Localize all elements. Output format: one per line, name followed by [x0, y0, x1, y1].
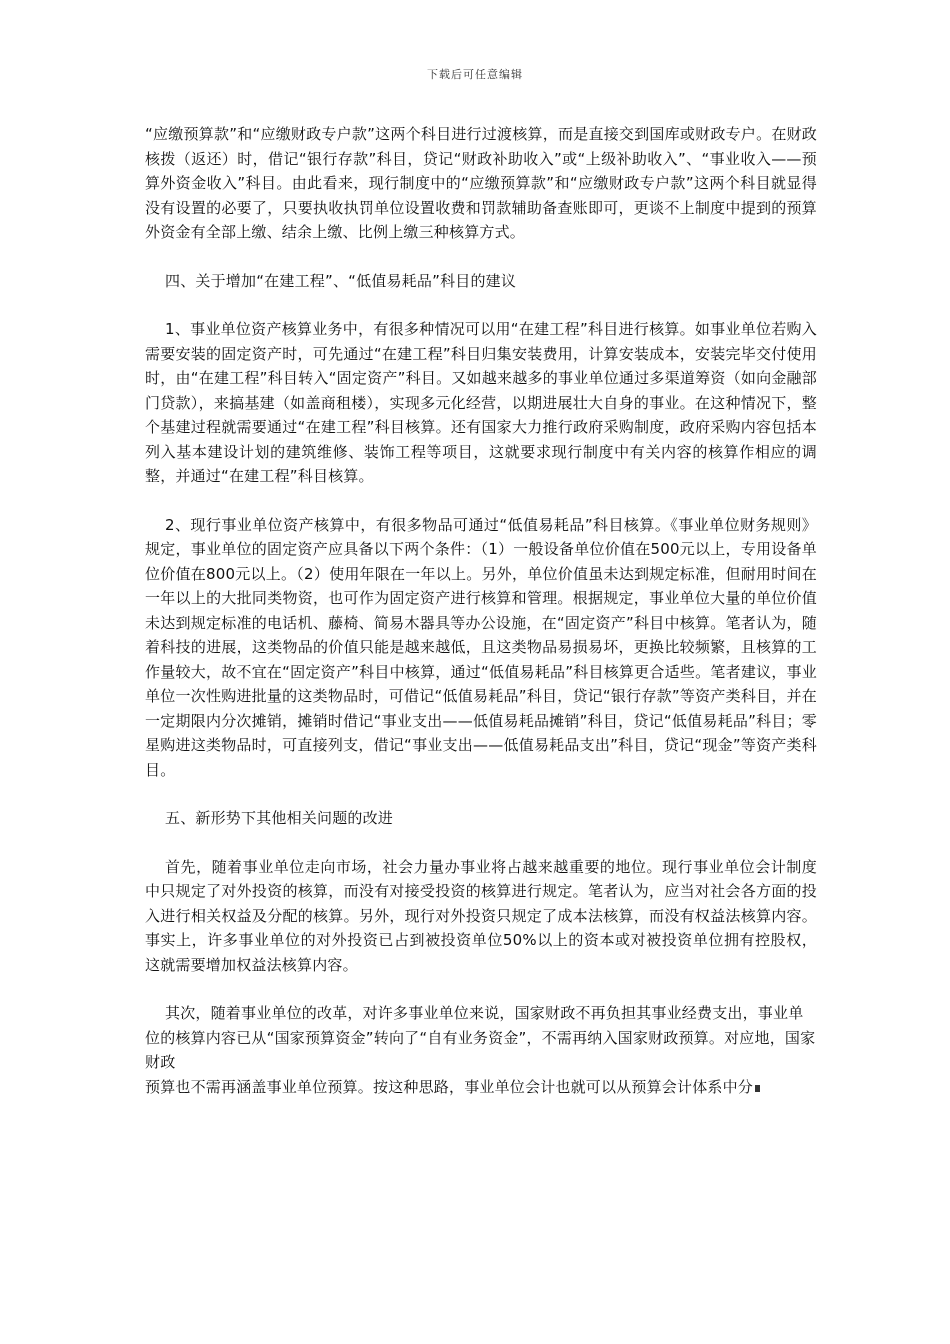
paragraph-low-value-consumables: 2、现行事业单位资产核算中，有很多物品可通过“低值易耗品”科目核算。《事业单位财务规则》规定，事业单位的固定资产应具备以下两个条件：（1）一般设备单位价值在500元以上，专用设备单位价值在800元以上。（2）使用年限在一年以上。另外，单位价值虽未达到规定标准，但耐用时间在一年以上的大批同类物资，也可作为固定资产进行核算和管理。根据规定，事业单位大量的单位价值未达到规定标准的电话机、藤椅、简易木器具等办公设施，在“固定资产”科目中核算。笔者认为，随着科技的进展，这类物品的价值只能是越来越低，且这类物品易损易坏，更换比较频繁，且核算的工作量较大，故不宜在“固定资产”科目中核算，通过“低值易耗品”科目核算更合适些。笔者建议，事业单位一次性购进批量的这类物品时，可借记“低值易耗品”科目，贷记“银行存款”等资产类科目，并在一定期限内分次摊销，摊销时借记“事业支出——低值易耗品摊销”科目，贷记“低值易耗品”科目；零星购进这类物品时，可直接列支，借记“事业支出——低值易耗品支出”科目，贷记“现金”等资产类科目。	[145, 515, 817, 779]
section-heading-4: 四、关于增加“在建工程”、“低值易耗品”科目的建议	[165, 271, 517, 290]
paragraph-first: 首先，随着事业单位走向市场，社会力量办事业将占越来越重要的地位。现行事业单位会计制度中只规定了对外投资的核算，而没有对接受投资的核算进行规定。笔者认为，应当对社会各方面的投入进行相关权益及分配的核算。另外，现行对外投资只规定了成本法核算，而没有权益法核算内容。事实上，许多事业单位的对外投资已占到被投资单位50%以上的资本或对被投资单位拥有控股权，这就需要增加权益法核算内容。	[145, 857, 817, 974]
section-heading-5: 五、新形势下其他相关问题的改进	[165, 809, 394, 827]
paragraph-last-line	[145, 1075, 817, 1100]
document-body	[145, 122, 817, 1099]
text-cursor-icon	[755, 1085, 760, 1092]
paragraph-continuation: “应缴预算款”和“应缴财政专户款”这两个科目进行过渡核算，而是直接交到国库或财政专户。在财政核拨（返还）时，借记“银行存款”科目，贷记“财政补助收入”或“上级补助收入”、“事业收入——预算外资金收入”科目。由此看来，现行制度中的“应缴预算款”和“应缴财政专户款”这两个科目就显得没有设置的必要了，只要执收执罚单位设置收费和罚款辅助备查账即可，更谈不上制度中提到的预算外资金有全部上缴、结余上缴、比例上缴三种核算方式。	[145, 125, 817, 241]
paragraph-construction-in-progress: 1、事业单位资产核算业务中，有很多种情况可以用“在建工程”科目进行核算。如事业单位若购入需要安装的固定资产时，可先通过“在建工程”科目归集安装费用，计算安装成本，安装完毕交付使用时，由“在建工程”科目转入“固定资产”科目。又如越来越多的事业单位通过多渠道筹资（如向金融部门贷款），来搞基建（如盖商租楼），实现多元化经营，以期进展壮大自身的事业。在这种情况下，整个基建过程就需要通过“在建工程”科目核算。还有国家大力推行政府采购制度，政府采购内容包括本列入基本建设计划的建筑维修、装饰工程等项目，这就要求现行制度中有关内容的核算作相应的调整，并通过“在建工程”科目核算。	[145, 320, 817, 485]
last-line-text: 预算也不需再涵盖事业单位预算。按这种思路，事业单位会计也就可以从预算会计体系中分	[145, 1077, 754, 1096]
paragraph-second: 其次，随着事业单位的改革，对许多事业单位来说，国家财政不再负担其事业经费支出，事业单位的核算内容已从“国家预算资金”转向了“自有业务资金”，不需再纳入国家财政预算。对应地，国家财政	[145, 1004, 816, 1071]
page-header: 下载后可任意编辑	[427, 68, 523, 81]
